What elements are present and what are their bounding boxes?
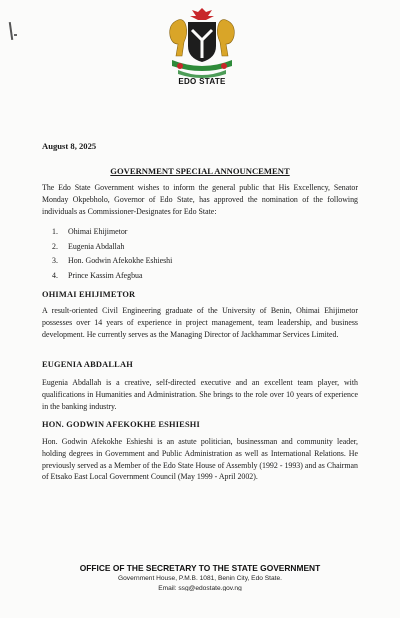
nominee-item bbox=[52, 255, 172, 270]
edo-state-coat-of-arms bbox=[162, 6, 242, 78]
footer-address: Government House, P.M.B. 1081, Benin City, Edo State. bbox=[118, 575, 282, 582]
nominee-number: 1. bbox=[52, 227, 58, 236]
section-heading: OHIMAI EHIJIMETOR bbox=[42, 290, 136, 299]
scan-dot bbox=[14, 34, 17, 36]
nominee-name: Prince Kassim Afegbua bbox=[68, 270, 143, 280]
footer-office: OFFICE OF THE SECRETARY TO THE STATE GOVERNMENT bbox=[79, 563, 321, 573]
section-body: A result-oriented Civil Engineering graduate of the University of Benin, Ohimai Ehijimetor possesses over 14 years of experience in project management, team leadership, and business development. He currently serves as the Managing Director of Jackhammar Services Limited. bbox=[42, 306, 358, 339]
nominee-name: Hon. Godwin Afekokhe Eshieshi bbox=[68, 256, 173, 265]
nominee-list bbox=[52, 226, 172, 284]
nominee-number: 3. bbox=[52, 256, 58, 265]
nominee-name: Ohimai Ehijimetor bbox=[68, 227, 128, 236]
intro-paragraph: The Edo State Government wishes to inform the general public that His Excellency, Senator Monday Okpebholo, Governor of Edo State, has approved the nomination of the following individuals as Commissioner-Designates for Edo State: bbox=[42, 183, 358, 216]
nominee-number: 2. bbox=[52, 241, 58, 251]
section-heading: EUGENIA ABDALLAH bbox=[42, 360, 133, 369]
letter-date: August 8, 2025 bbox=[42, 141, 97, 151]
section-body: Hon. Godwin Afekokhe Eshieshi is an astute politician, businessman and community leader, holding degrees in Government and Public Administration as well as International Relations. He previously served as a Member of the Edo State House of Assembly (1992 - 1993) and as Chairman of Etsako East Local Government Council (May 1999 - April 2002). bbox=[42, 437, 358, 482]
section-body: Eugenia Abdallah is a creative, self-directed executive and an excellent team player, with qualifications in Humanities and Administration. She brings to the role over 10 years of experience in the banking industry. bbox=[42, 378, 358, 411]
announcement-title: GOVERNMENT SPECIAL ANNOUNCEMENT bbox=[110, 166, 290, 176]
coat-of-arms-icon bbox=[162, 6, 242, 78]
footer-email: Email: ssg@edostate.gov.ng bbox=[158, 585, 242, 591]
nominee-item bbox=[52, 241, 172, 256]
nominee-item bbox=[52, 226, 172, 241]
nominee-name: Eugenia Abdallah bbox=[68, 241, 125, 251]
scan-mark bbox=[9, 22, 13, 40]
state-name: EDO STATE bbox=[178, 77, 226, 86]
nominee-number: 4. bbox=[52, 270, 58, 280]
nominee-item bbox=[52, 270, 172, 285]
section-heading: HON. GODWIN AFEKOKHE ESHIESHI bbox=[42, 420, 200, 429]
